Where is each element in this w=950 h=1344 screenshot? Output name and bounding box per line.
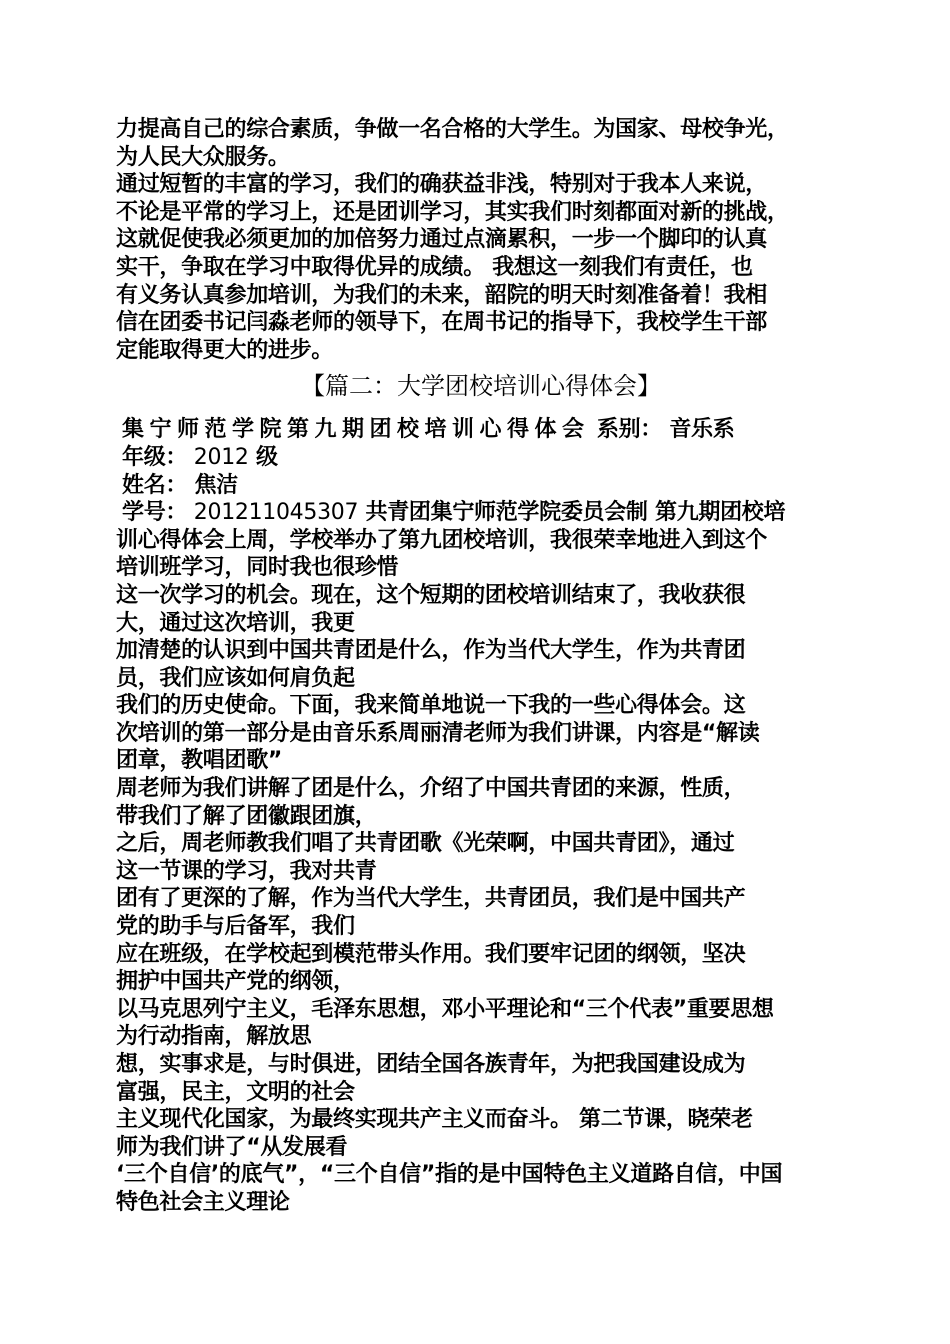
organization-text: 共青团集宁师范学院委员会制 第九期团校培	[358, 500, 786, 526]
report-header	[116, 416, 846, 526]
paragraph-line: 通过短暂的丰富的学习，我们的确获益非浅，特别对于我本人来说，	[116, 172, 768, 198]
paragraph-line: 大，通过这次培训，我更	[116, 610, 355, 636]
paragraph-line: 加清楚的认识到中国共青团是什么，作为当代大学生，作为共青团	[116, 638, 746, 664]
student-id-label: 学号：	[122, 500, 188, 526]
paragraph-line: 党的助手与后备军，我们	[116, 914, 355, 940]
report-title-line	[116, 416, 846, 444]
paragraph-line: 这一次学习的机会。现在，这个短期的团校培训结束了，我收获很	[116, 582, 746, 608]
paragraph-line: 拥护中国共产党的纲领，	[116, 969, 355, 995]
paragraph-line: 以马克思列宁主义，毛泽东思想，邓小平理论和“三个代表”重要思想	[116, 996, 774, 1022]
document-page	[116, 116, 846, 1217]
report-title: 集宁师范学院第九期团校培训心得体会	[122, 417, 590, 443]
paragraph-line: 次培训的第一部分是由音乐系周丽清老师为我们讲课，内容是“解读	[116, 720, 760, 746]
paragraph-line: 定能取得更大的进步。	[116, 337, 334, 363]
paragraph-line: 周老师为我们讲解了团是什么，介绍了中国共青团的来源，性质，	[116, 776, 746, 802]
department: 系别： 音乐系	[589, 417, 735, 443]
student-id-value: 201211045307	[187, 500, 359, 526]
grade-suffix: 级	[248, 444, 278, 470]
paragraph-line: 信在团委书记闫淼老师的领导下，在周书记的指导下，我校学生干部	[116, 310, 768, 336]
paragraph-line: ‘三个自信’的底气”，“三个自信”指的是中国特色主义道路自信，中国	[116, 1162, 783, 1188]
paragraph-line: 这一节课的学习，我对共青	[116, 858, 377, 884]
paragraph-line: 带我们了解了团徽跟团旗，	[116, 803, 377, 829]
paragraph-line: 师为我们讲了“从发展看	[116, 1134, 348, 1160]
section-one	[116, 116, 846, 364]
grade-value: 2012	[187, 444, 249, 470]
paragraph-line: 团有了更深的了解，作为当代大学生，共青团员，我们是中国共产	[116, 886, 746, 912]
paragraph-line: 之后，周老师教我们唱了共青团歌《光荣啊，中国共青团》，通过	[116, 831, 735, 857]
paragraph-line: 特色社会主义理论	[116, 1189, 290, 1215]
paragraph-line: 应在班级，在学校起到模范带头作用。我们要牢记团的纲领，坚决	[116, 941, 746, 967]
name-line: 姓名： 焦洁	[122, 472, 238, 498]
paragraph-line: 不论是平常的学习上，还是团训学习，其实我们时刻都面对新的挑战，	[116, 199, 789, 225]
paragraph-line: 我们的历史使命。下面，我来简单地说一下我的一些心得体会。这	[116, 693, 746, 719]
student-id-line	[116, 499, 846, 527]
paragraph-line: 这就促使我必须更加的加倍努力通过点滴累积，一步一个脚印的认真	[116, 227, 768, 253]
paragraph-line: 想，实事求是，与时俱进，团结全国各族青年，为把我国建设成为	[116, 1052, 746, 1077]
paragraph-line: 富强，民主，文明的社会	[116, 1079, 355, 1105]
grade-label: 年级：	[122, 444, 188, 470]
paragraph-line: 团章，教唱团歌”	[116, 748, 283, 774]
section-heading: 【篇二：大学团校培训心得体会】	[301, 372, 661, 401]
paragraph-line: 有义务认真参加培训，为我们的未来，韶院的明天时刻准备着！我相	[116, 282, 768, 308]
paragraph-line: 力提高自己的综合素质，争做一名合格的大学生。为国家、母校争光，	[116, 117, 789, 142]
paragraph-line: 实干，争取在学习中取得优异的成绩。 我想这一刻我们有责任，也	[116, 254, 753, 280]
paragraph-line: 主义现代化国家，为最终实现共产主义而奋斗。 第二节课，晓荣老	[116, 1107, 753, 1133]
paragraph-line: 为行动指南，解放思	[116, 1024, 312, 1050]
paragraph-line: 为人民大众服务。	[116, 144, 290, 170]
grade-line	[116, 444, 846, 472]
section-two	[116, 527, 846, 1217]
paragraph-line: 培训班学习，同时我也很珍惜	[116, 555, 399, 581]
paragraph-line: 员，我们应该如何肩负起	[116, 665, 355, 691]
paragraph-line: 训心得体会上周，学校举办了第九团校培训，我很荣幸地进入到这个	[116, 527, 768, 553]
